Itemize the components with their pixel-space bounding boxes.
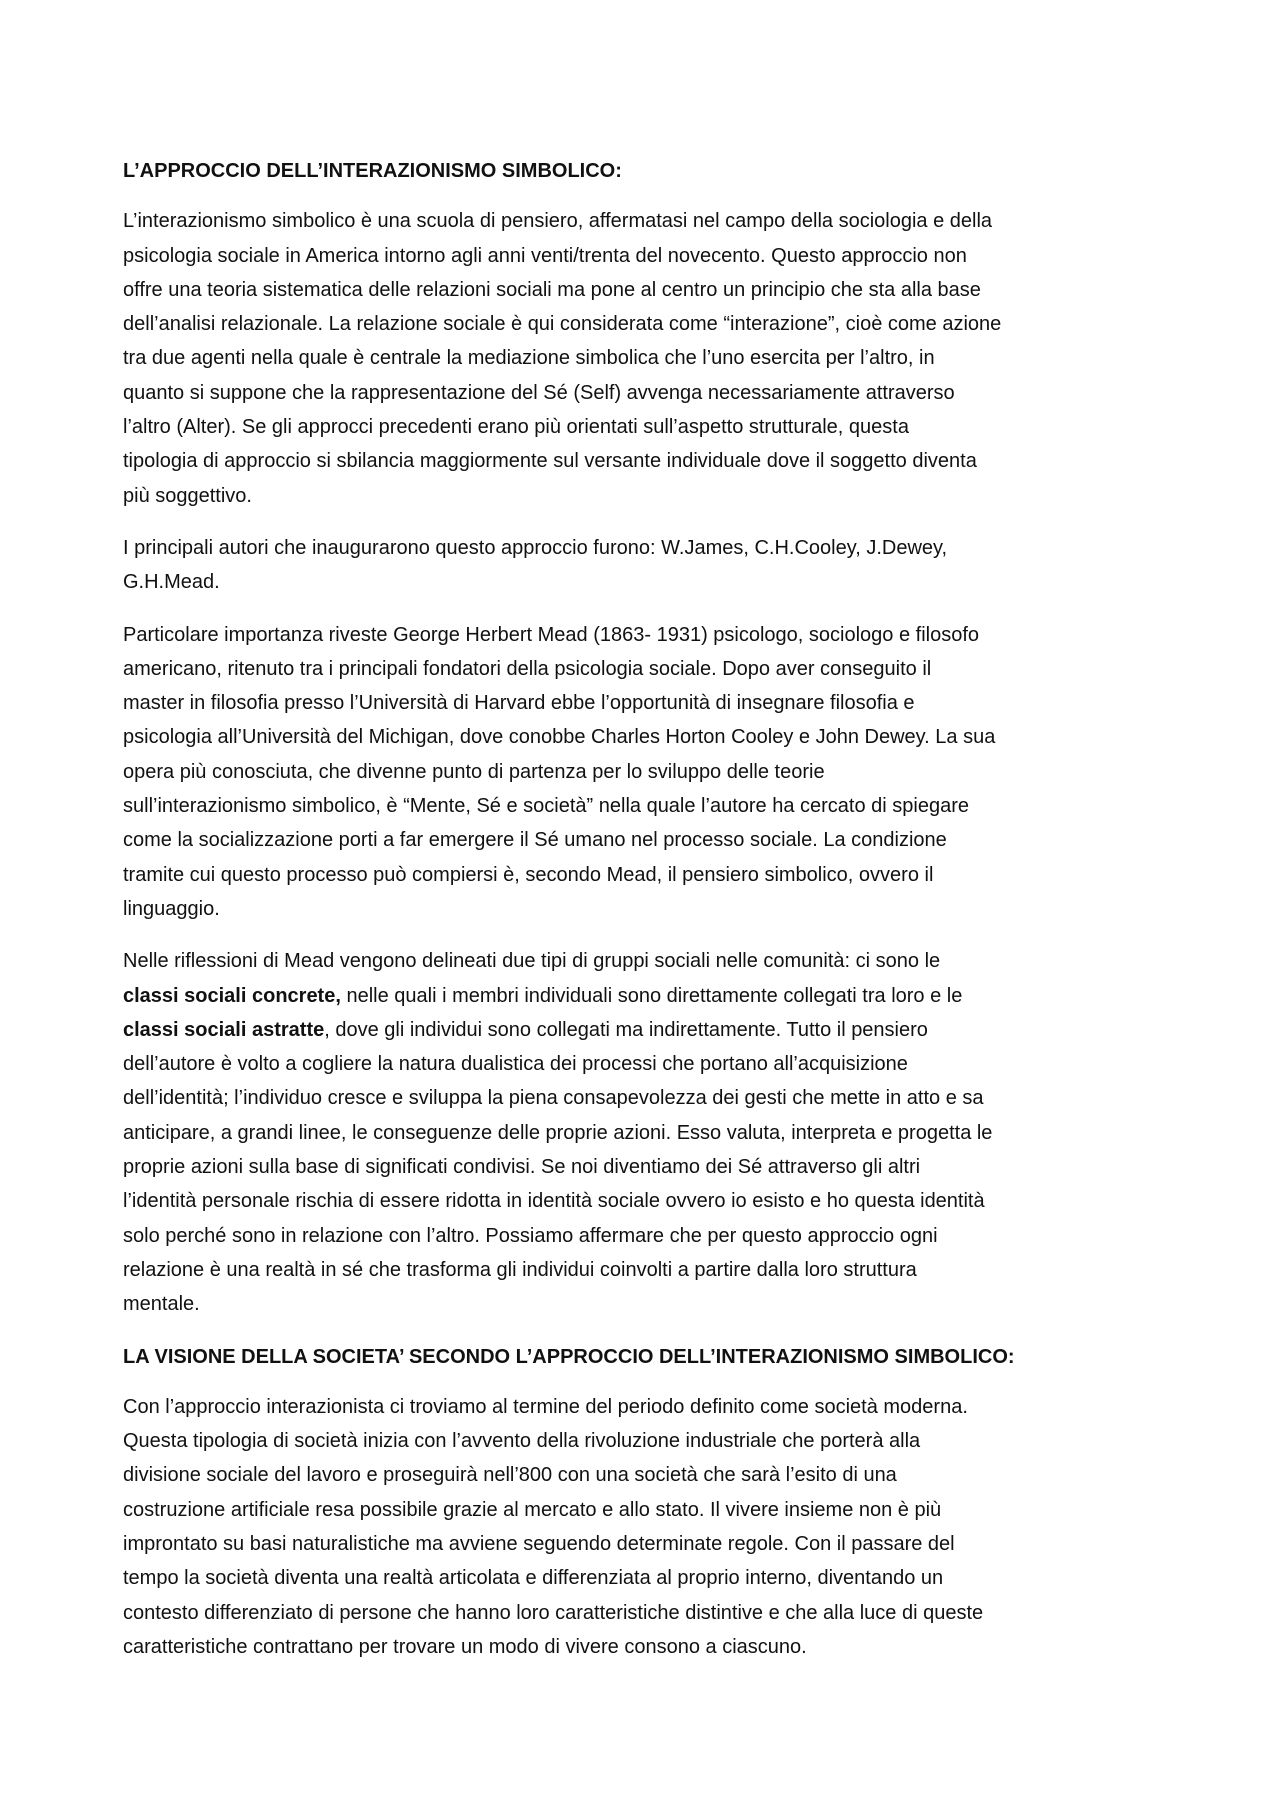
text-line: l’identità personale rischia di essere ridotta in identità sociale ovvero io esisto e ho questa identità bbox=[123, 1190, 985, 1213]
text-line: tra due agenti nella quale è centrale la mediazione simbolica che l’uno esercita per l’altro, in bbox=[123, 347, 935, 370]
text-line: Nelle riflessioni di Mead vengono delineati due tipi di gruppi sociali nelle comunità: ci sono le bbox=[123, 950, 941, 973]
text-line: americano, ritenuto tra i principali fondatori della psicologia sociale. Dopo aver conseguito il bbox=[123, 657, 932, 680]
text-line bbox=[123, 979, 1015, 1013]
text-line: Questa tipologia di società inizia con l’avvento della rivoluzione industriale che porterà alla bbox=[123, 1430, 921, 1453]
text-line: solo perché sono in relazione con l’altro. Possiamo affermare che per questo approccio ogni bbox=[123, 1224, 938, 1247]
text-line: I principali autori che inaugurarono questo approccio furono: W.James, C.H.Cooley, J.Dewey, bbox=[123, 536, 948, 559]
text-line: anticipare, a grandi linee, le conseguenze delle proprie azioni. Esso valuta, interpreta e progetta le bbox=[123, 1121, 993, 1144]
text-line: costruzione artificiale resa possibile grazie al mercato e allo stato. Il vivere insieme non è più bbox=[123, 1498, 942, 1521]
text-line: divisione sociale del lavoro e proseguirà nell’800 con una società che sarà l’esito di una bbox=[123, 1464, 897, 1487]
paragraph bbox=[123, 204, 1015, 513]
text-line: psicologia all’Università del Michigan, dove conobbe Charles Horton Cooley e John Dewey. La sua bbox=[123, 726, 996, 749]
text-line: offre una teoria sistematica delle relazioni sociali ma pone al centro un principio che sta alla base bbox=[123, 278, 981, 301]
text-line: master in filosofia presso l’Università di Harvard ebbe l’opportunità di insegnare filosofia e bbox=[123, 692, 915, 715]
text-line: Con l’approccio interazionista ci troviamo al termine del periodo definito come società moderna. bbox=[123, 1395, 968, 1418]
paragraph bbox=[123, 1390, 1015, 1664]
text-line: linguaggio. bbox=[123, 897, 220, 920]
text-line: dell’identità; l’individuo cresce e sviluppa la piena consapevolezza dei gesti che mette in atto e sa bbox=[123, 1087, 984, 1110]
text-line: opera più conosciuta, che divenne punto di partenza per lo sviluppo delle teorie bbox=[123, 760, 825, 783]
text-line: tempo la società diventa una realtà articolata e differenziata al proprio interno, diventando un bbox=[123, 1567, 944, 1590]
text-line: dell’analisi relazionale. La relazione sociale è qui considerata come “interazione”, cioè come azione bbox=[123, 313, 1002, 336]
text-line: improntato su basi naturalistiche ma avviene seguendo determinate regole. Con il passare del bbox=[123, 1532, 955, 1555]
paragraph bbox=[123, 531, 1015, 600]
text-line: mentale. bbox=[123, 1293, 200, 1316]
bold-term: classi sociali astratte bbox=[123, 1018, 325, 1041]
paragraph bbox=[123, 618, 1015, 927]
text-line: G.H.Mead. bbox=[123, 571, 220, 594]
text-line: quanto si suppone che la rappresentazione del Sé (Self) avvenga necessariamente attraverso bbox=[123, 381, 955, 404]
line-text: , dove gli individui sono collegati ma indirettamente. Tutto il pensiero bbox=[324, 1018, 928, 1041]
text-line: psicologia sociale in America intorno agli anni venti/trenta del novecento. Questo approccio non bbox=[123, 244, 967, 267]
bold-term: classi sociali concrete, bbox=[123, 984, 341, 1007]
text-line: come la socializzazione porti a far emergere il Sé umano nel processo sociale. La condizione bbox=[123, 829, 947, 852]
text-line: caratteristiche contrattano per trovare un modo di vivere consono a ciascuno. bbox=[123, 1635, 807, 1658]
text-line: contesto differenziato di persone che hanno loro caratteristiche distintive e che alla luce di queste bbox=[123, 1601, 984, 1624]
text-line: sull’interazionismo simbolico, è “Mente, Sé e società” nella quale l’autore ha cercato di spiegare bbox=[123, 795, 969, 818]
text-line: dell’autore è volto a cogliere la natura dualistica dei processi che portano all’acquisizione bbox=[123, 1053, 908, 1076]
section-heading: L’APPROCCIO DELL’INTERAZIONISMO SIMBOLICO: bbox=[123, 160, 622, 182]
paragraph bbox=[123, 944, 1015, 1321]
line-text: nelle quali i membri individuali sono direttamente collegati tra loro e le bbox=[340, 984, 963, 1007]
document-body bbox=[123, 154, 1015, 1682]
section-heading: LA VISIONE DELLA SOCIETA’ SECONDO L’APPROCCIO DELL’INTERAZIONISMO SIMBOLICO: bbox=[123, 1345, 1015, 1368]
text-line: l’altro (Alter). Se gli approcci precedenti erano più orientati sull’aspetto strutturale, questa bbox=[123, 416, 909, 439]
text-line: L’interazionismo simbolico è una scuola di pensiero, affermatasi nel campo della sociologia e della bbox=[123, 210, 993, 233]
text-line: proprie azioni sulla base di significati condivisi. Se noi diventiamo dei Sé attraverso gli altri bbox=[123, 1156, 921, 1179]
text-line bbox=[123, 1013, 1015, 1047]
text-line: più soggettivo. bbox=[123, 484, 252, 507]
text-line: tramite cui questo processo può compiersi è, secondo Mead, il pensiero simbolico, ovvero il bbox=[123, 863, 934, 886]
text-line: relazione è una realtà in sé che trasforma gli individui coinvolti a partire dalla loro struttura bbox=[123, 1258, 917, 1281]
text-line: Particolare importanza riveste George Herbert Mead (1863- 1931) psicologo, sociologo e filosofo bbox=[123, 623, 980, 646]
text-line: tipologia di approccio si sbilancia maggiormente sul versante individuale dove il soggetto diventa bbox=[123, 450, 977, 473]
